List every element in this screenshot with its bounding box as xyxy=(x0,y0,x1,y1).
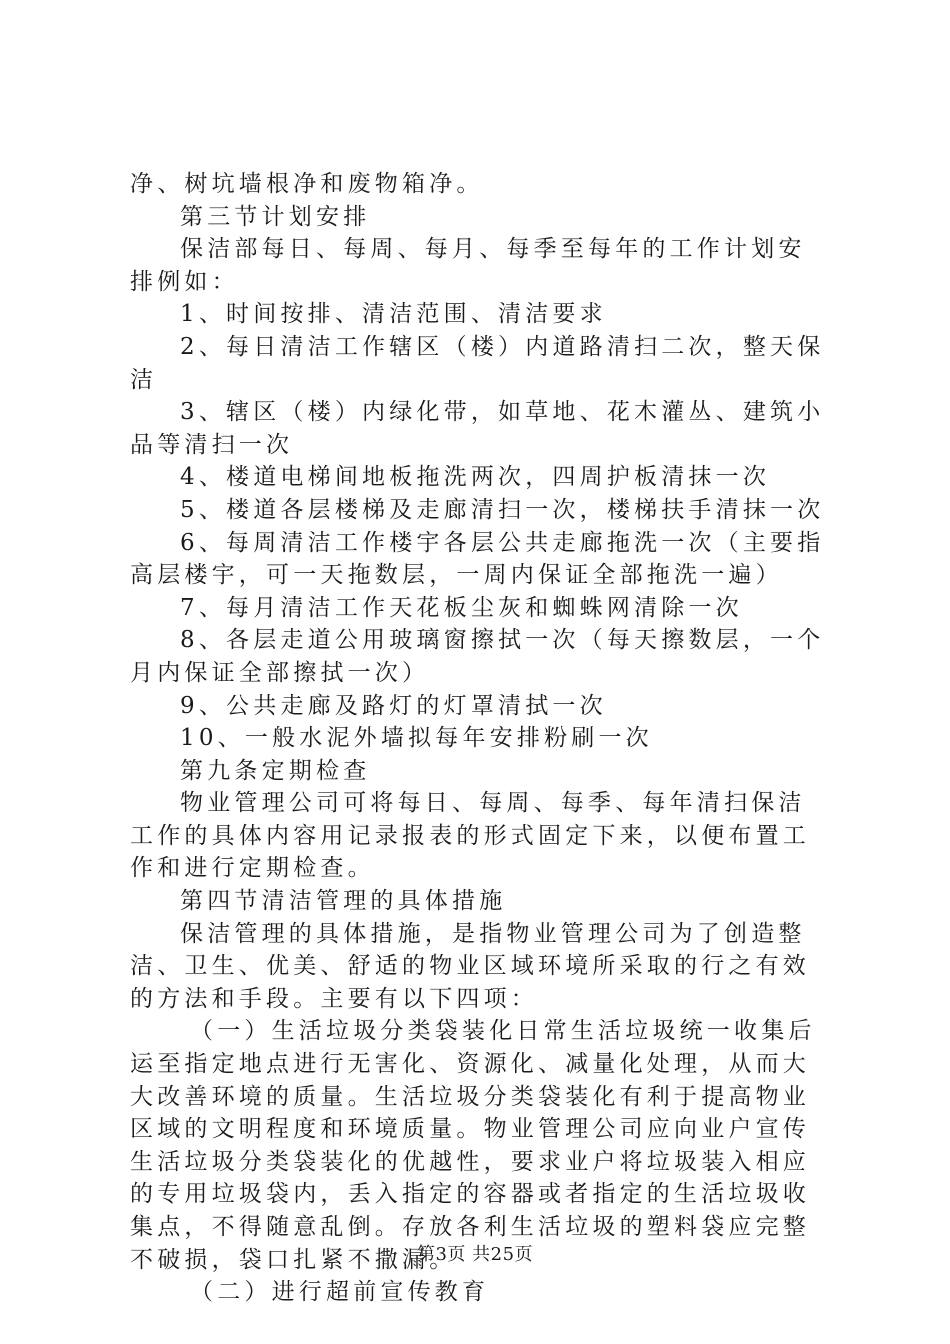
list-item: 3、辖区（楼）内绿化带，如草地、花木灌丛、建筑小品等清扫一次 xyxy=(130,399,825,458)
list-item: 6、每周清洁工作楼宇各层公共走廊拖洗一次（主要指高层楼宇，可一天拖数层，一周内保证全部拖洗一遍） xyxy=(130,529,825,589)
subsection-heading: （二）进行超前宣传教育 xyxy=(190,1279,490,1306)
list-item: 10、一般水泥外墙拟每年安排粉刷一次 xyxy=(180,725,653,752)
section-heading: 第四节清洁管理的具体措施 xyxy=(180,888,507,915)
list-item: 7、每月清洁工作天花板尘灰和蜘蛛网清除一次 xyxy=(180,594,743,621)
paragraph: 保洁管理的具体措施，是指物业管理公司为了创造整洁、卫生、优美、舒适的物业区域环境所采取的行之有效的方法和手段。主要有以下四项： xyxy=(130,920,810,1012)
article-heading: 第九条定期检查 xyxy=(180,757,371,784)
list-item: 2、每日清洁工作辖区（楼）内道路清扫二次，整天保洁 xyxy=(130,333,825,393)
paragraph: （一）生活垃圾分类袋装化日常生活垃圾统一收集后运至指定地点进行无害化、资源化、减量化处理，从而大大改善环境的质量。生活垃圾分类袋装化有利于提高物业区域的文明程度和环境质量。物业管理公司应向业户宣传生活垃圾分类袋装化的优越性，要求业户将垃圾装入相应的专用垃圾袋内，丢入指定的容器或者指定的生活垃圾收集点，不得随意乱倒。存放各利生活垃圾的塑料袋应完整不破损，袋口扎紧不撒漏。 xyxy=(130,1018,816,1273)
paragraph: 保洁部每日、每周、每月、每季至每年的工作计划安排例如： xyxy=(130,236,806,295)
page-footer: 第3页 共25页 xyxy=(416,1244,534,1265)
list-item: 8、各层走道公用玻璃窗擦拭一次（每天擦数层，一个月内保证全部擦拭一次） xyxy=(130,627,825,686)
paragraph-continuation: 净、树坑墙根净和废物箱净。 xyxy=(130,171,484,197)
list-item: 5、楼道各层楼梯及走廊清扫一次，楼梯扶手清抹一次 xyxy=(180,496,825,523)
document-body xyxy=(130,168,830,1309)
paragraph: 物业管理公司可将每日、每周、每季、每年清扫保洁工作的具体内容用记录报表的形式固定下来，以便布置工作和进行定期检查。 xyxy=(130,790,810,882)
list-item: 4、楼道电梯间地板拖洗两次，四周护板清抹一次 xyxy=(180,464,771,491)
section-heading: 第三节计划安排 xyxy=(180,203,371,230)
list-item: 9、公共走廊及路灯的灯罩清拭一次 xyxy=(180,692,607,719)
list-item: 1、时间按排、清洁范围、清洁要求 xyxy=(180,301,607,328)
